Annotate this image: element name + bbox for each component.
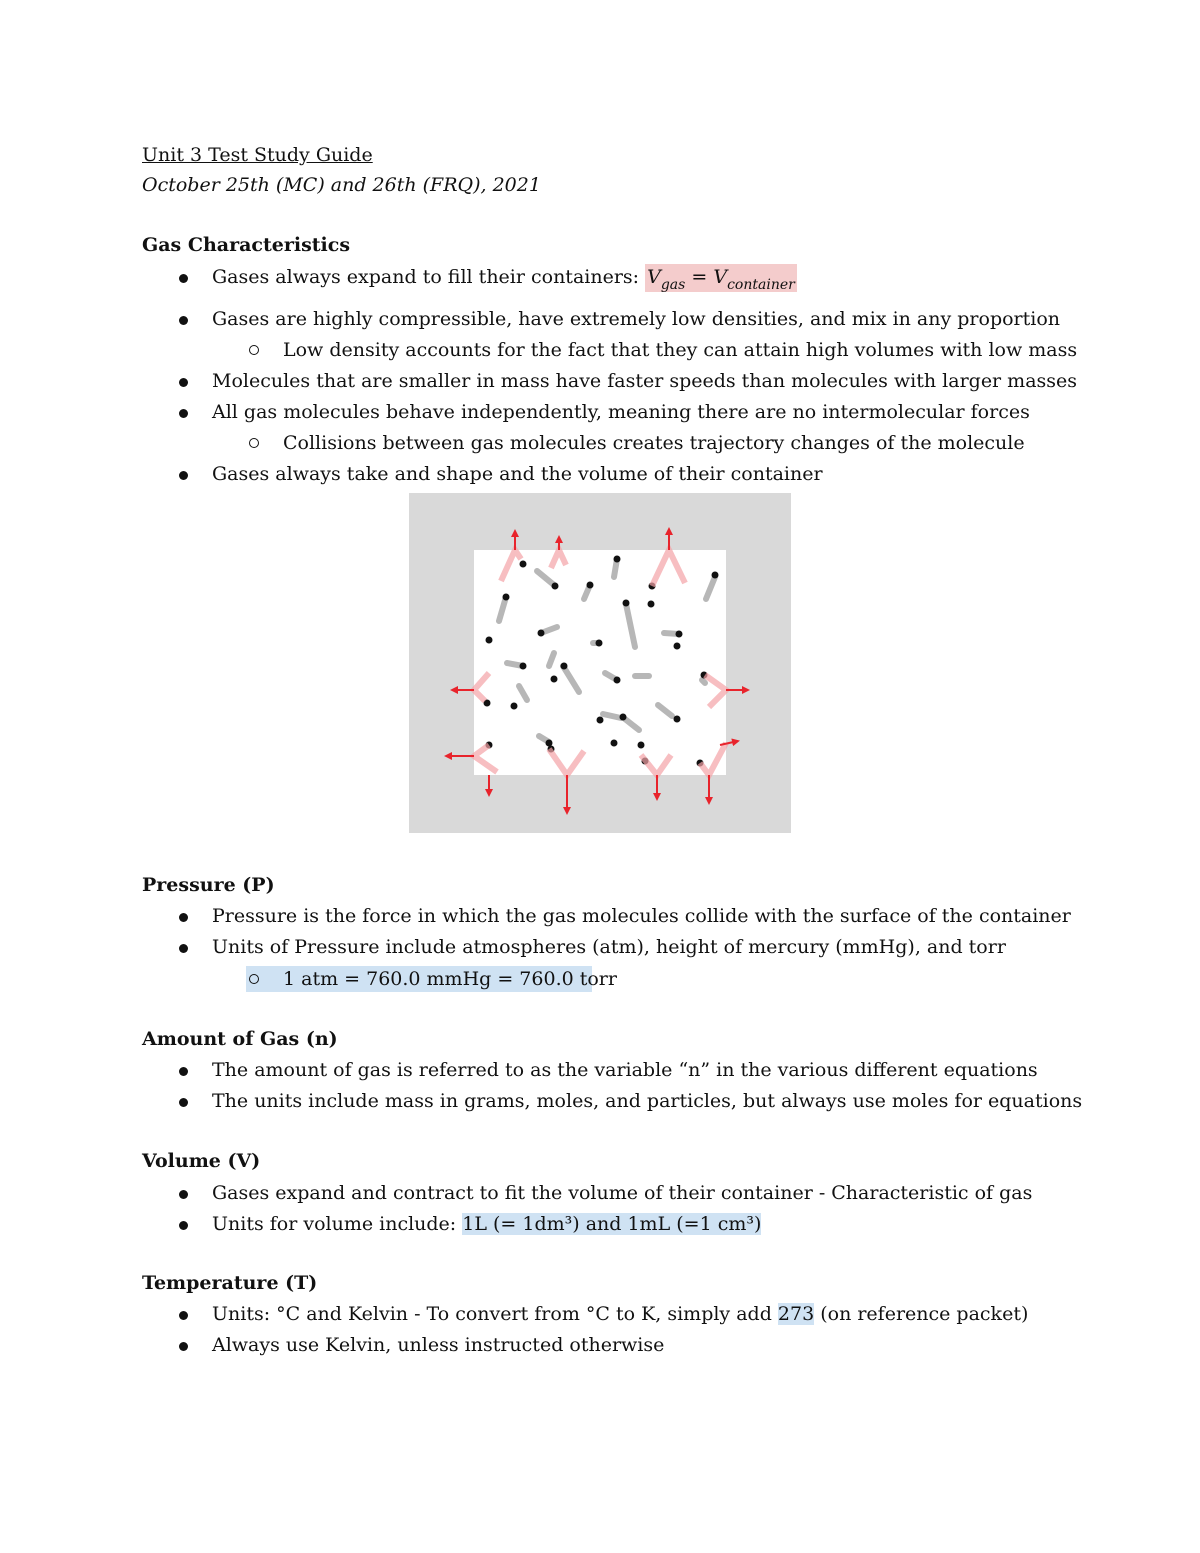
bullet-volume-units [212, 1212, 761, 1236]
bullet-volume-expand: Gases expand and contract to fit the volume of their container - Characteristic of gas [212, 1182, 1033, 1204]
bullet-gas-compressible: Gases are highly compressible, have extremely low densities, and mix in any proportion [212, 308, 1061, 330]
bullet-amount-units: The units include mass in grams, moles, and particles, but always use moles for equations [212, 1090, 1083, 1112]
formula-vgas-vcontainer [645, 264, 797, 292]
formula-sub-container: container [727, 277, 795, 293]
temperature-units-prefix: Units: °C and Kelvin - To convert from °C to K, simply add [212, 1303, 778, 1325]
heading-gas-characteristics: Gas Characteristics [142, 234, 351, 256]
bullet-molecule-speed: Molecules that are smaller in mass have faster speeds than molecules with larger masses [212, 370, 1078, 392]
volume-units-highlight: 1L (= 1dm³) and 1mL (=1 cm³) [462, 1213, 762, 1235]
bullet-shape-volume: Gases always take and shape and the volume of their container [212, 463, 823, 485]
volume-units-prefix: Units for volume include: [212, 1213, 463, 1235]
bullet-gas-expand-text: Gases always expand to fill their containers: [212, 266, 646, 288]
subbullet-pressure-conversion: 1 atm = 760.0 mmHg = 760.0 torr [283, 968, 617, 990]
bullet-amount-variable: The amount of gas is referred to as the variable “n” in the various different equations [212, 1059, 1038, 1081]
subbullet-low-density: Low density accounts for the fact that they can attain high volumes with low mass [283, 339, 1078, 361]
heading-volume: Volume (V) [142, 1150, 261, 1172]
temperature-units-suffix: (on reference packet) [814, 1303, 1029, 1325]
document-subtitle: October 25th (MC) and 26th (FRQ), 2021 [142, 174, 541, 196]
bullet-gas-expand [212, 265, 797, 297]
formula-equals: = [685, 266, 714, 288]
formula-v1: V [647, 266, 661, 288]
gas-molecules-container-diagram [409, 493, 791, 833]
formula-sub-gas: gas [660, 277, 686, 293]
formula-v2: V [713, 266, 728, 288]
temperature-273-highlight: 273 [777, 1303, 815, 1325]
subbullet-collisions: Collisions between gas molecules creates trajectory changes of the molecule [283, 432, 1025, 454]
heading-temperature: Temperature (T) [142, 1272, 318, 1294]
bullet-use-kelvin: Always use Kelvin, unless instructed otherwise [212, 1334, 665, 1356]
heading-amount-of-gas: Amount of Gas (n) [142, 1028, 338, 1050]
bullet-temperature-units [212, 1302, 1028, 1326]
document-title: Unit 3 Test Study Guide [142, 144, 373, 166]
bullet-pressure-definition: Pressure is the force in which the gas molecules collide with the surface of the container [212, 905, 1071, 927]
bullet-pressure-units: Units of Pressure include atmospheres (atm), height of mercury (mmHg), and torr [212, 936, 1006, 958]
heading-pressure: Pressure (P) [142, 874, 275, 896]
bullet-independent: All gas molecules behave independently, meaning there are no intermolecular forces [212, 401, 1030, 423]
